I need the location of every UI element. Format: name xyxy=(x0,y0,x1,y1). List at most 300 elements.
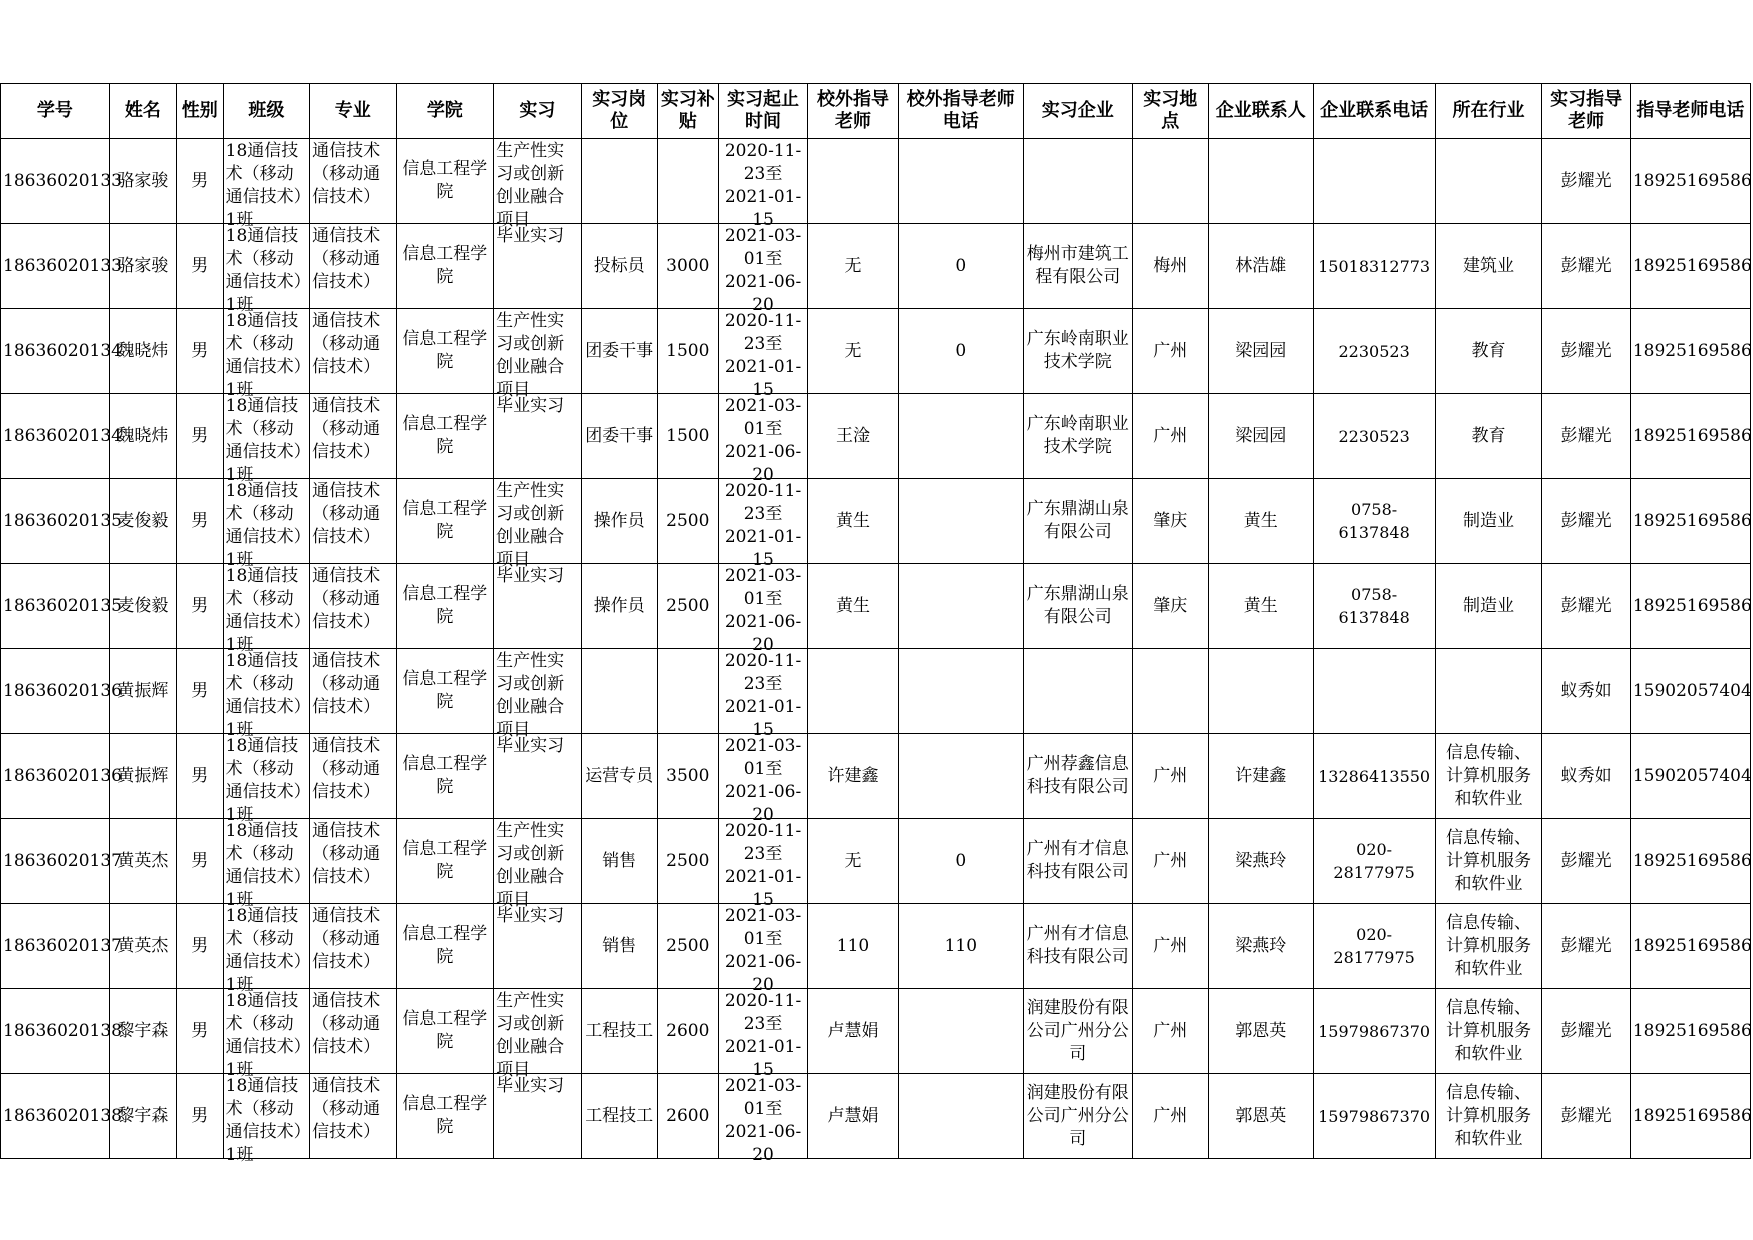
cell-subsidy-text: 2500 xyxy=(666,850,710,871)
cell-post-text: 操作员 xyxy=(593,595,645,616)
cell-class-text: 18通信技术（移动通信技术）1班 xyxy=(225,991,303,1080)
cell-college-text: 信息工程学院 xyxy=(402,1094,488,1137)
cell-teacher xyxy=(1542,564,1630,649)
cell-company-contact-text: 梁园园 xyxy=(1235,425,1287,446)
col-header-external-teacher-phone: 校外指导老师电话 xyxy=(898,84,1023,139)
cell-company-contact-text: 梁燕玲 xyxy=(1235,850,1287,871)
cell-internship-type-text: 毕业实习 xyxy=(496,396,565,416)
cell-class-text: 18通信技术（移动通信技术）1班 xyxy=(225,651,303,740)
cell-company-contact xyxy=(1208,564,1313,649)
cell-industry xyxy=(1435,904,1542,989)
cell-gender xyxy=(176,734,223,819)
cell-class-text: 18通信技术（移动通信技术）1班 xyxy=(225,736,303,825)
cell-teacher-phone-text: 18925169586 xyxy=(1632,255,1752,276)
cell-location-text: 广州 xyxy=(1153,1020,1188,1041)
cell-external-teacher xyxy=(808,564,898,649)
table-row xyxy=(1,394,1751,479)
cell-company-phone-text: 020-28177975 xyxy=(1333,840,1415,882)
cell-post xyxy=(581,564,657,649)
cell-location-text: 梅州 xyxy=(1153,255,1188,276)
cell-subsidy xyxy=(657,819,718,904)
cell-name-text: 骆家骏 xyxy=(117,255,169,276)
cell-subsidy-text: 2500 xyxy=(666,510,710,531)
cell-internship-type xyxy=(494,649,581,740)
cell-location xyxy=(1132,564,1208,649)
cell-company-text: 梅州市建筑工程有限公司 xyxy=(1026,244,1129,287)
col-header-major: 专业 xyxy=(310,84,396,139)
cell-company xyxy=(1023,819,1132,904)
cell-location-text: 广州 xyxy=(1153,425,1188,446)
cell-gender xyxy=(176,564,223,649)
cell-teacher-phone-text: 18925169586 xyxy=(1632,425,1752,446)
cell-company-phone xyxy=(1313,734,1435,819)
cell-internship-type-text: 毕业实习 xyxy=(496,906,565,926)
cell-industry-text: 建筑业 xyxy=(1463,255,1514,276)
cell-location xyxy=(1132,479,1208,564)
cell-external-teacher xyxy=(808,1074,898,1159)
cell-name xyxy=(109,309,176,394)
cell-student-id xyxy=(1,479,122,564)
cell-company-contact-text: 黄生 xyxy=(1243,595,1278,616)
cell-class-text: 18通信技术（移动通信技术）1班 xyxy=(225,481,303,570)
cell-college-text: 信息工程学院 xyxy=(402,244,488,287)
col-header-company-phone: 企业联系电话 xyxy=(1313,84,1435,139)
cell-industry-text: 教育 xyxy=(1471,425,1506,446)
cell-post xyxy=(581,479,657,564)
cell-company-phone xyxy=(1313,139,1435,224)
cell-location xyxy=(1132,1074,1208,1159)
cell-major xyxy=(310,819,396,904)
internship-table xyxy=(0,83,1752,1165)
cell-company-contact xyxy=(1208,224,1313,309)
cell-subsidy-text: 1500 xyxy=(666,340,710,361)
cell-period xyxy=(718,734,807,825)
cell-external-teacher-phone-text: 0 xyxy=(955,340,967,361)
cell-company-phone-text: 0758-6137848 xyxy=(1338,500,1410,542)
cell-name xyxy=(109,224,176,309)
cell-teacher-phone-text: 15902057404 xyxy=(1632,680,1752,701)
cell-internship-type xyxy=(494,394,581,479)
cell-external-teacher-phone xyxy=(898,139,1023,224)
cell-company-phone xyxy=(1313,649,1435,734)
cell-location-text: 肇庆 xyxy=(1153,510,1188,531)
cell-gender-text: 男 xyxy=(191,510,209,531)
cell-major xyxy=(310,734,396,819)
cell-company-contact-text: 许建鑫 xyxy=(1235,765,1287,786)
cell-class xyxy=(223,734,309,825)
cell-post xyxy=(581,394,657,479)
cell-subsidy xyxy=(657,649,718,734)
cell-company-contact-text: 郭恩英 xyxy=(1235,1020,1287,1041)
cell-name xyxy=(109,1074,176,1159)
cell-subsidy xyxy=(657,224,718,309)
cell-post-text: 销售 xyxy=(602,850,637,871)
cell-post-text: 投标员 xyxy=(593,255,645,276)
cell-teacher-text: 彭耀光 xyxy=(1560,510,1612,531)
cell-teacher xyxy=(1542,1074,1630,1159)
cell-external-teacher-text: 黄生 xyxy=(836,595,871,616)
cell-post-text: 操作员 xyxy=(593,510,645,531)
cell-gender-text: 男 xyxy=(191,595,209,616)
cell-subsidy xyxy=(657,989,718,1074)
cell-period xyxy=(718,819,807,910)
cell-company-phone xyxy=(1313,479,1435,564)
cell-post xyxy=(581,734,657,819)
cell-company-text: 广州有才信息科技有限公司 xyxy=(1026,839,1129,882)
cell-gender xyxy=(176,309,223,394)
cell-teacher-phone-text: 18925169586 xyxy=(1632,340,1752,361)
table-row xyxy=(1,564,1751,649)
cell-college-text: 信息工程学院 xyxy=(402,669,488,712)
cell-internship-type xyxy=(494,904,581,989)
cell-name xyxy=(109,734,176,819)
cell-name-text: 麦俊毅 xyxy=(117,595,169,616)
col-header-name: 姓名 xyxy=(109,84,176,139)
cell-post xyxy=(581,819,657,904)
cell-company-contact xyxy=(1208,734,1313,819)
cell-post xyxy=(581,649,657,734)
cell-company-contact-text: 郭恩英 xyxy=(1235,1105,1287,1126)
table-row xyxy=(1,309,1751,394)
table-row xyxy=(1,819,1751,904)
cell-name-text: 黎宇森 xyxy=(117,1020,169,1041)
cell-gender-text: 男 xyxy=(191,340,209,361)
cell-industry xyxy=(1435,224,1542,309)
cell-gender xyxy=(176,904,223,989)
cell-post xyxy=(581,139,657,224)
cell-company xyxy=(1023,139,1132,224)
col-header-class: 班级 xyxy=(223,84,309,139)
cell-subsidy xyxy=(657,309,718,394)
cell-class xyxy=(223,564,309,655)
cell-external-teacher-phone-text: 0 xyxy=(955,850,967,871)
cell-major-text: 通信技术（移动通信技术） xyxy=(312,821,381,887)
cell-gender-text: 男 xyxy=(191,1020,209,1041)
cell-industry-text: 信息传输、计算机服务和软件业 xyxy=(1446,827,1531,894)
cell-company-text: 润建股份有限公司广州分公司 xyxy=(1026,1082,1129,1149)
cell-college-text: 信息工程学院 xyxy=(402,584,488,627)
cell-student-id-text: 18636020136 xyxy=(3,765,122,786)
cell-major-text: 通信技术（移动通信技术） xyxy=(312,226,381,292)
cell-teacher-phone-text: 18925169586 xyxy=(1632,1105,1752,1126)
cell-external-teacher xyxy=(808,734,898,819)
cell-industry-text: 制造业 xyxy=(1463,510,1514,531)
cell-college xyxy=(396,1074,494,1159)
cell-post xyxy=(581,904,657,989)
cell-external-teacher-text: 110 xyxy=(836,935,870,956)
col-header-period: 实习起止时间 xyxy=(718,84,807,139)
cell-company-phone xyxy=(1313,564,1435,649)
cell-gender xyxy=(176,1074,223,1159)
cell-student-id-text: 18636020137 xyxy=(3,935,122,956)
cell-company-phone xyxy=(1313,904,1435,989)
cell-teacher-phone xyxy=(1630,564,1750,649)
cell-period-text: 2020-11-23至2021-01-15 xyxy=(724,650,802,740)
cell-period-text: 2021-03-01至2021-06-20 xyxy=(724,905,802,995)
cell-company-phone-text: 2230523 xyxy=(1338,341,1410,361)
cell-teacher-phone xyxy=(1630,309,1750,394)
cell-period xyxy=(718,139,807,230)
cell-college xyxy=(396,734,494,819)
cell-company-phone-text: 15979867370 xyxy=(1318,1106,1431,1126)
cell-major-text: 通信技术（移动通信技术） xyxy=(312,651,381,717)
cell-name xyxy=(109,649,176,734)
cell-company-phone-text: 2230523 xyxy=(1338,426,1410,446)
col-header-internship-type: 实习 xyxy=(494,84,581,139)
cell-company-contact-text: 林浩雄 xyxy=(1235,255,1287,276)
cell-gender-text: 男 xyxy=(191,255,209,276)
cell-external-teacher xyxy=(808,479,898,564)
cell-post-text: 运营专员 xyxy=(585,765,654,786)
cell-major xyxy=(310,479,396,564)
cell-company-contact xyxy=(1208,309,1313,394)
cell-period-text: 2020-11-23至2021-01-15 xyxy=(724,480,802,570)
cell-company xyxy=(1023,1074,1132,1159)
table-row xyxy=(1,649,1751,734)
cell-major-text: 通信技术（移动通信技术） xyxy=(312,736,381,802)
cell-post-text: 工程技工 xyxy=(585,1105,654,1126)
cell-location xyxy=(1132,734,1208,819)
cell-external-teacher xyxy=(808,649,898,734)
cell-external-teacher-phone xyxy=(898,224,1023,309)
cell-subsidy xyxy=(657,1074,718,1159)
cell-company xyxy=(1023,564,1132,649)
cell-industry xyxy=(1435,989,1542,1074)
col-header-external-teacher: 校外指导老师 xyxy=(808,84,898,139)
cell-class xyxy=(223,309,309,400)
cell-teacher xyxy=(1542,734,1630,819)
cell-period xyxy=(718,479,807,570)
cell-location xyxy=(1132,649,1208,734)
cell-internship-type xyxy=(494,479,581,570)
cell-external-teacher xyxy=(808,989,898,1074)
cell-name xyxy=(109,564,176,649)
cell-subsidy xyxy=(657,564,718,649)
cell-teacher-phone xyxy=(1630,139,1750,224)
cell-location xyxy=(1132,819,1208,904)
cell-company-phone xyxy=(1313,394,1435,479)
cell-class-text: 18通信技术（移动通信技术）1班 xyxy=(225,396,303,485)
cell-gender xyxy=(176,139,223,224)
cell-student-id-text: 18636020138 xyxy=(3,1105,122,1126)
cell-period xyxy=(718,904,807,995)
cell-post-text: 工程技工 xyxy=(585,1020,654,1041)
cell-college xyxy=(396,224,494,309)
cell-college-text: 信息工程学院 xyxy=(402,499,488,542)
cell-subsidy xyxy=(657,394,718,479)
cell-internship-type xyxy=(494,224,581,309)
cell-location-text: 广州 xyxy=(1153,340,1188,361)
cell-company-phone-text: 020-28177975 xyxy=(1333,925,1415,967)
cell-external-teacher-text: 黄生 xyxy=(836,510,871,531)
cell-industry xyxy=(1435,819,1542,904)
cell-internship-type-text: 生产性实习或创新创业融合项目 xyxy=(496,651,565,740)
cell-external-teacher-phone-text: 110 xyxy=(944,935,978,956)
cell-major xyxy=(310,1074,396,1159)
cell-student-id xyxy=(1,224,122,309)
cell-college xyxy=(396,479,494,564)
cell-class xyxy=(223,989,309,1080)
cell-student-id xyxy=(1,564,122,649)
cell-teacher-phone-text: 15902057404 xyxy=(1632,765,1752,786)
cell-teacher-text: 彭耀光 xyxy=(1560,255,1612,276)
cell-external-teacher-phone xyxy=(898,394,1023,479)
cell-teacher xyxy=(1542,309,1630,394)
cell-name-text: 黄英杰 xyxy=(117,935,169,956)
cell-company-text: 广东岭南职业技术学院 xyxy=(1026,414,1129,457)
cell-industry xyxy=(1435,1074,1542,1159)
cell-location-text: 广州 xyxy=(1153,935,1188,956)
cell-student-id xyxy=(1,649,122,734)
cell-company-contact xyxy=(1208,1074,1313,1159)
cell-class-text: 18通信技术（移动通信技术）1班 xyxy=(225,226,303,315)
cell-gender-text: 男 xyxy=(191,850,209,871)
cell-company-contact xyxy=(1208,139,1313,224)
cell-major-text: 通信技术（移动通信技术） xyxy=(312,1076,381,1142)
cell-student-id xyxy=(1,819,122,904)
col-header-post: 实习岗位 xyxy=(581,84,657,139)
cell-location xyxy=(1132,989,1208,1074)
cell-subsidy-text: 1500 xyxy=(666,425,710,446)
cell-college-text: 信息工程学院 xyxy=(402,924,488,967)
cell-subsidy xyxy=(657,479,718,564)
cell-major xyxy=(310,904,396,989)
cell-internship-type xyxy=(494,989,581,1080)
cell-class-text: 18通信技术（移动通信技术）1班 xyxy=(225,821,303,910)
cell-gender-text: 男 xyxy=(191,680,209,701)
cell-company xyxy=(1023,904,1132,989)
cell-external-teacher xyxy=(808,224,898,309)
cell-location-text: 广州 xyxy=(1153,765,1188,786)
cell-industry-text: 信息传输、计算机服务和软件业 xyxy=(1446,997,1531,1064)
cell-period-text: 2021-03-01至2021-06-20 xyxy=(724,735,802,825)
cell-gender xyxy=(176,394,223,479)
cell-student-id xyxy=(1,989,122,1074)
cell-major-text: 通信技术（移动通信技术） xyxy=(312,396,381,462)
table-row xyxy=(1,139,1751,224)
cell-class xyxy=(223,1074,309,1165)
cell-teacher xyxy=(1542,989,1630,1074)
cell-class-text: 18通信技术（移动通信技术）1班 xyxy=(225,311,303,400)
cell-class xyxy=(223,649,309,740)
cell-name-text: 麦俊毅 xyxy=(117,510,169,531)
cell-period-text: 2021-03-01至2021-06-20 xyxy=(724,1075,802,1165)
cell-industry xyxy=(1435,139,1542,224)
cell-name-text: 黄振辉 xyxy=(117,680,169,701)
col-header-industry: 所在行业 xyxy=(1435,84,1542,139)
cell-period-text: 2020-11-23至2021-01-15 xyxy=(724,140,802,230)
cell-industry-text: 信息传输、计算机服务和软件业 xyxy=(1446,1082,1531,1149)
cell-teacher xyxy=(1542,139,1630,224)
cell-teacher-text: 彭耀光 xyxy=(1560,170,1612,191)
cell-teacher-phone-text: 18925169586 xyxy=(1632,595,1752,616)
cell-student-id-text: 18636020134 xyxy=(3,425,122,446)
cell-name xyxy=(109,904,176,989)
cell-post xyxy=(581,224,657,309)
cell-period xyxy=(718,989,807,1080)
cell-company-contact xyxy=(1208,479,1313,564)
cell-industry xyxy=(1435,479,1542,564)
cell-college xyxy=(396,989,494,1074)
cell-company xyxy=(1023,479,1132,564)
cell-gender xyxy=(176,479,223,564)
cell-period xyxy=(718,224,807,315)
cell-company-phone-text: 0758-6137848 xyxy=(1338,585,1410,627)
cell-external-teacher-text: 许建鑫 xyxy=(827,765,879,786)
cell-student-id-text: 18636020137 xyxy=(3,850,122,871)
cell-name-text: 黎宇森 xyxy=(117,1105,169,1126)
cell-external-teacher-phone xyxy=(898,734,1023,819)
cell-internship-type xyxy=(494,734,581,819)
cell-company xyxy=(1023,989,1132,1074)
cell-teacher-phone-text: 18925169586 xyxy=(1632,1020,1752,1041)
cell-internship-type xyxy=(494,1074,581,1159)
cell-company-text: 广东鼎湖山泉有限公司 xyxy=(1026,499,1129,542)
cell-college xyxy=(396,904,494,989)
cell-student-id xyxy=(1,394,122,479)
cell-company-phone-text: 15979867370 xyxy=(1318,1021,1431,1041)
cell-subsidy xyxy=(657,904,718,989)
cell-name xyxy=(109,394,176,479)
cell-period-text: 2021-03-01至2021-06-20 xyxy=(724,225,802,315)
table-row xyxy=(1,904,1751,989)
cell-period-text: 2020-11-23至2021-01-15 xyxy=(724,990,802,1080)
cell-teacher-phone xyxy=(1630,1074,1750,1159)
table-row xyxy=(1,479,1751,564)
cell-teacher-phone xyxy=(1630,734,1750,819)
cell-teacher-phone-text: 18925169586 xyxy=(1632,935,1752,956)
cell-major-text: 通信技术（移动通信技术） xyxy=(312,311,381,377)
cell-college-text: 信息工程学院 xyxy=(402,329,488,372)
cell-teacher-phone xyxy=(1630,649,1750,734)
col-header-subsidy: 实习补贴 xyxy=(657,84,718,139)
cell-name xyxy=(109,989,176,1074)
cell-college xyxy=(396,139,494,224)
cell-internship-type-text: 生产性实习或创新创业融合项目 xyxy=(496,821,565,910)
cell-class-text: 18通信技术（移动通信技术）1班 xyxy=(225,141,303,230)
cell-name xyxy=(109,479,176,564)
cell-external-teacher-phone xyxy=(898,564,1023,649)
cell-industry-text: 信息传输、计算机服务和软件业 xyxy=(1446,742,1531,809)
table-row xyxy=(1,989,1751,1074)
cell-company-phone xyxy=(1313,309,1435,394)
cell-company-contact xyxy=(1208,989,1313,1074)
col-header-teacher: 实习指导老师 xyxy=(1542,84,1630,139)
cell-teacher-text: 彭耀光 xyxy=(1560,1105,1612,1126)
cell-external-teacher xyxy=(808,819,898,904)
cell-industry xyxy=(1435,309,1542,394)
cell-teacher xyxy=(1542,224,1630,309)
cell-post xyxy=(581,1074,657,1159)
cell-major xyxy=(310,649,396,734)
cell-internship-type-text: 毕业实习 xyxy=(496,736,565,756)
col-header-location: 实习地点 xyxy=(1132,84,1208,139)
cell-student-id-text: 18636020133 xyxy=(3,170,122,191)
cell-class xyxy=(223,394,309,485)
cell-gender-text: 男 xyxy=(191,425,209,446)
cell-company-contact-text: 梁园园 xyxy=(1235,340,1287,361)
cell-college-text: 信息工程学院 xyxy=(402,839,488,882)
cell-internship-type-text: 毕业实习 xyxy=(496,226,565,246)
cell-teacher xyxy=(1542,819,1630,904)
cell-subsidy-text: 2500 xyxy=(666,595,710,616)
cell-class-text: 18通信技术（移动通信技术）1班 xyxy=(225,1076,303,1165)
cell-class-text: 18通信技术（移动通信技术）1班 xyxy=(225,566,303,655)
cell-company xyxy=(1023,394,1132,479)
col-header-student-id: 学号 xyxy=(1,84,110,139)
col-header-company: 实习企业 xyxy=(1023,84,1132,139)
cell-major xyxy=(310,224,396,309)
